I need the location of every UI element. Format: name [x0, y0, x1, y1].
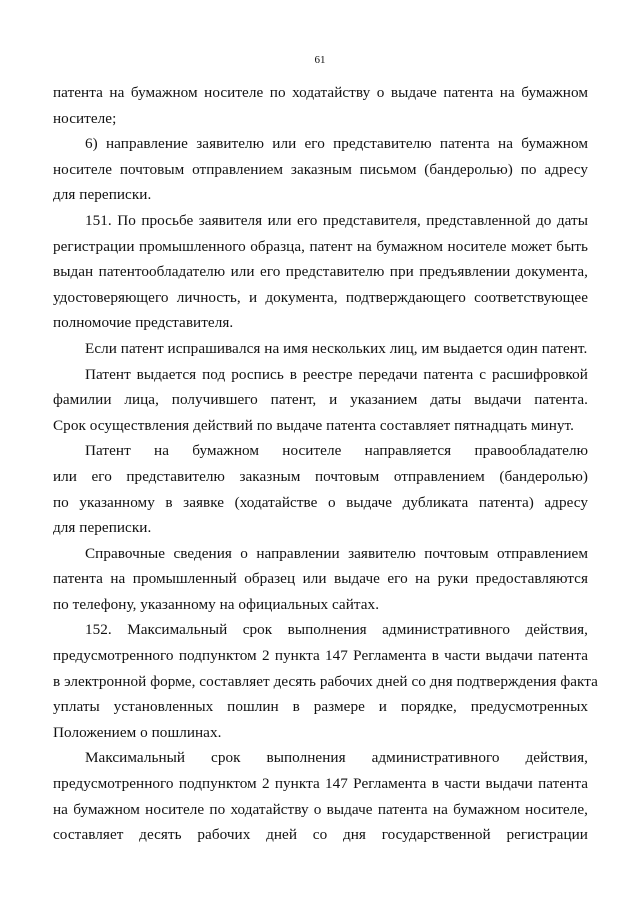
text-line: на бумажном носителе по ходатайству о выдаче патента на бумажном носителе, — [53, 800, 588, 818]
text-line: носителе почтовым отправлением заказным письмом (бандеролью) по адресу — [53, 160, 588, 178]
paragraph-p2 — [53, 131, 588, 208]
paragraph-p4 — [53, 336, 588, 362]
text-line: патента на бумажном носителе по ходатайству о выдаче патента на бумажном — [53, 84, 588, 101]
paragraph-p7 — [53, 541, 588, 618]
text-line: регистрации промышленного образца, патент на бумажном носителе может быть — [53, 237, 588, 255]
text-line: Справочные сведения о направлении заявителю почтовым отправлением — [85, 544, 588, 562]
text-line: предусмотренного подпунктом 2 пункта 147 Регламента в части выдачи патента — [53, 775, 588, 793]
text-line: в электронной форме, составляет десять рабочих дней со дня подтверждения факта — [53, 672, 598, 690]
text-line: 6) направление заявителю или его представителю патента на бумажном — [85, 135, 588, 153]
paragraph-p6 — [53, 438, 588, 540]
text-line: носителе; — [53, 109, 117, 127]
text-line: составляет десять рабочих дней со дня государственной регистрации — [53, 826, 588, 844]
text-line: Патент на бумажном носителе направляется правообладателю — [85, 442, 588, 460]
text-line: полномочие представителя. — [53, 314, 234, 332]
text-line: 151. По просьбе заявителя или его представителя, представленной до даты — [85, 211, 588, 229]
paragraph-p5 — [53, 362, 588, 439]
document-body — [53, 80, 598, 848]
paragraph-p9 — [53, 745, 588, 847]
paragraph-p3 — [53, 208, 588, 336]
text-line: Положением о пошлинах. — [53, 723, 222, 741]
text-line: уплаты установленных пошлин в размере и порядке, предусмотренных — [53, 698, 588, 716]
text-line: по указанному в заявке (ходатайстве о выдаче дубликата патента) адресу — [53, 493, 588, 511]
text-line: Максимальный срок выполнения административного действия, — [85, 749, 588, 767]
text-line: или его представителю заказным почтовым отправлением (бандеролью) — [53, 467, 588, 485]
text-line: Срок осуществления действий по выдаче патента составляет пятнадцать минут. — [53, 416, 574, 434]
text-line: 152. Максимальный срок выполнения административного действия, — [85, 621, 588, 639]
text-line: предусмотренного подпунктом 2 пункта 147 Регламента в части выдачи патента — [53, 647, 588, 665]
text-line: для переписки. — [53, 519, 152, 537]
paragraph-p8 — [53, 617, 598, 745]
text-line: удостоверяющего личность, и документа, подтверждающего соответствующее — [53, 288, 588, 306]
paragraph-p1 — [53, 80, 588, 131]
text-line: патента на промышленный образец или выдаче его на руки предоставляются — [53, 570, 588, 588]
text-line: по телефону, указанному на официальных сайтах. — [53, 595, 380, 613]
text-line: выдан патентообладателю или его представителю при предъявлении документа, — [53, 263, 588, 281]
text-line: Если патент испрашивался на имя нескольких лиц, им выдается один патент. — [85, 339, 588, 357]
page-number: 61 — [314, 54, 326, 66]
text-line: фамилии лица, получившего патент, и указанием даты выдачи патента. — [53, 391, 588, 409]
text-line: Патент выдается под роспись в реестре передачи патента с расшифровкой — [85, 365, 588, 383]
text-line: для переписки. — [53, 186, 152, 204]
